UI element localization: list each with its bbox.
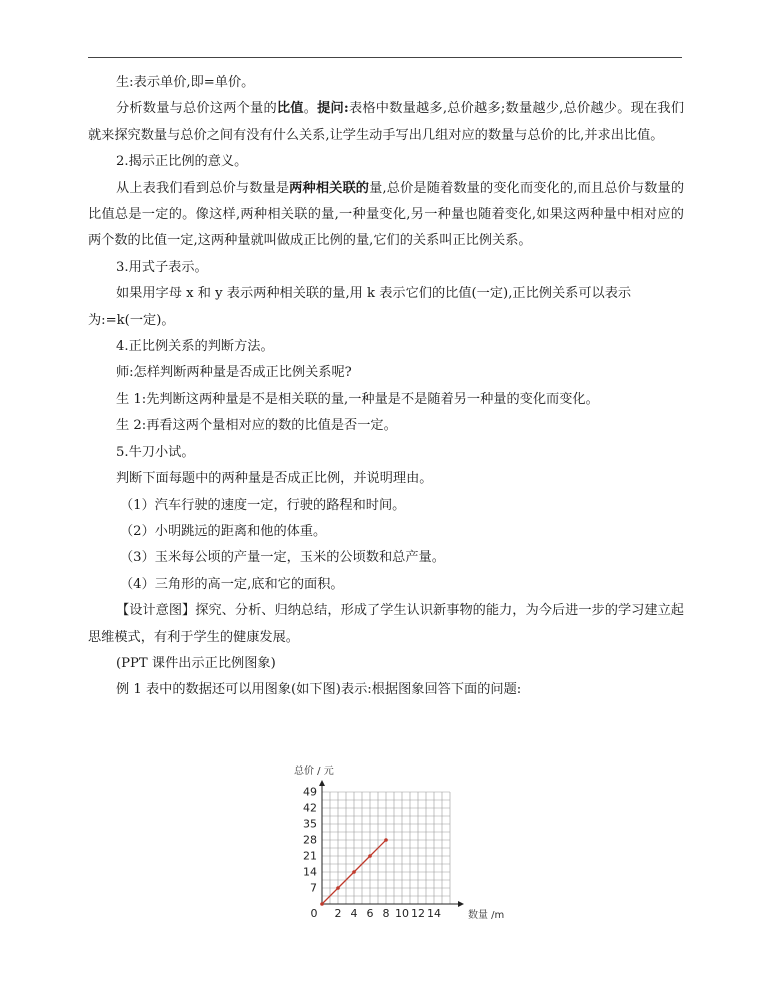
data-point — [368, 854, 372, 858]
data-point — [336, 886, 340, 890]
document-body — [88, 70, 684, 704]
proportion-chart — [286, 760, 516, 930]
teacher-question: 师:怎样判断两种量是否成正比例关系呢? — [116, 365, 352, 381]
y-tick-label: 21 — [303, 849, 317, 863]
y-axis-arrow — [319, 780, 325, 786]
exercise-item-1: （1）汽车行驶的速度一定，行驶的路程和时间。 — [120, 497, 406, 513]
data-point — [320, 902, 324, 906]
bold-question: 提问: — [317, 101, 349, 117]
bold-related: 两种相关联的 — [289, 180, 370, 196]
student-1-answer: 生 1:先判断这两种量是不是相关联的量,一种量是不是随着另一种量的变化而变化。 — [116, 391, 599, 407]
example-intro: 例 1 表中的数据还可以用图象(如下图)表示:根据图象回答下面的问题: — [116, 682, 522, 698]
exercise-item-2: （2）小明跳远的距离和他的体重。 — [120, 523, 327, 539]
data-point — [384, 838, 388, 842]
exercise-intro: 判断下面每题中的两种量是否成正比例，并说明理由。 — [116, 471, 433, 487]
paragraph-analysis: 分析数量与总价这两个量的比值。提问:表格中数量越多,总价越多;数量越少,总价越少。现在我们就来探究数量与总价之间有没有什么关系,让学生动手写出几组对应的数量与总价的比,并求出比值。 — [88, 101, 685, 143]
exercise-item-3: （3）玉米每公顷的产量一定，玉米的公顷数和总产量。 — [120, 550, 445, 566]
design-intent: 【设计意图】探究、分析、归纳总结，形成了学生认识新事物的能力，为今后进一步的学习建立起思维模式，有利于学生的健康发展。 — [88, 603, 684, 645]
y-tick-label: 35 — [303, 817, 317, 831]
x-tick-label: 6 — [366, 907, 374, 920]
y-tick-label: 7 — [310, 881, 317, 895]
heading-4: 4.正比例关系的判断方法。 — [116, 339, 274, 355]
y-tick-label: 14 — [303, 865, 317, 879]
heading-2: 2.揭示正比例的意义。 — [116, 154, 248, 170]
y-tick-label: 42 — [303, 801, 317, 815]
x-tick-label: 2 — [334, 907, 342, 920]
paragraph-definition: 从上表我们看到总价与数量是两种相关联的量,总价是随着数量的变化而变化的,而且总价与数量的比值总是一定的。像这样,两种相关联的量,一种量变化,另一种量也随着变化,如果这两种量中相对应的两个数的比值一定,这两种量就叫做成正比例的量,它们的关系叫正比例关系。 — [88, 180, 685, 249]
paragraph-formula-cont: 为:=k(一定)。 — [88, 312, 175, 328]
exercise-item-4: （4）三角形的高一定,底和它的面积。 — [120, 576, 344, 592]
heading-5: 5.牛刀小试。 — [116, 444, 195, 460]
y-axis-label: 总价 / 元 — [294, 766, 334, 777]
y-tick-labels — [303, 786, 317, 895]
paragraph-student-answer: 生:表示单价,即=单价。 — [116, 75, 255, 90]
chart-grid — [322, 792, 450, 904]
x-axis-label: 数量 /m — [468, 910, 505, 921]
x-tick-label: 12 — [411, 907, 425, 920]
x-tick-label: 10 — [395, 907, 409, 920]
bold-ratio: 比值 — [276, 101, 304, 117]
data-point — [352, 870, 356, 874]
x-axis-arrow — [458, 901, 464, 907]
x-tick-label: 4 — [350, 907, 358, 920]
y-tick-label: 28 — [303, 833, 317, 847]
ppt-note: (PPT 课件出示正比例图象) — [116, 655, 276, 671]
x-tick-label: 14 — [427, 907, 441, 920]
header-rule — [88, 57, 682, 58]
paragraph-formula: 如果用字母 x 和 y 表示两种相关联的量,用 k 表示它们的比值(一定),正比例关系可以表示 — [116, 286, 632, 302]
heading-3: 3.用式子表示。 — [116, 259, 208, 275]
y-tick-label: 49 — [303, 785, 317, 799]
student-2-answer: 生 2:再看这两个量相对应的数的比值是否一定。 — [116, 418, 397, 434]
x-tick-label: 0 — [310, 907, 318, 920]
x-tick-labels — [311, 907, 442, 920]
x-tick-label: 8 — [382, 907, 390, 920]
